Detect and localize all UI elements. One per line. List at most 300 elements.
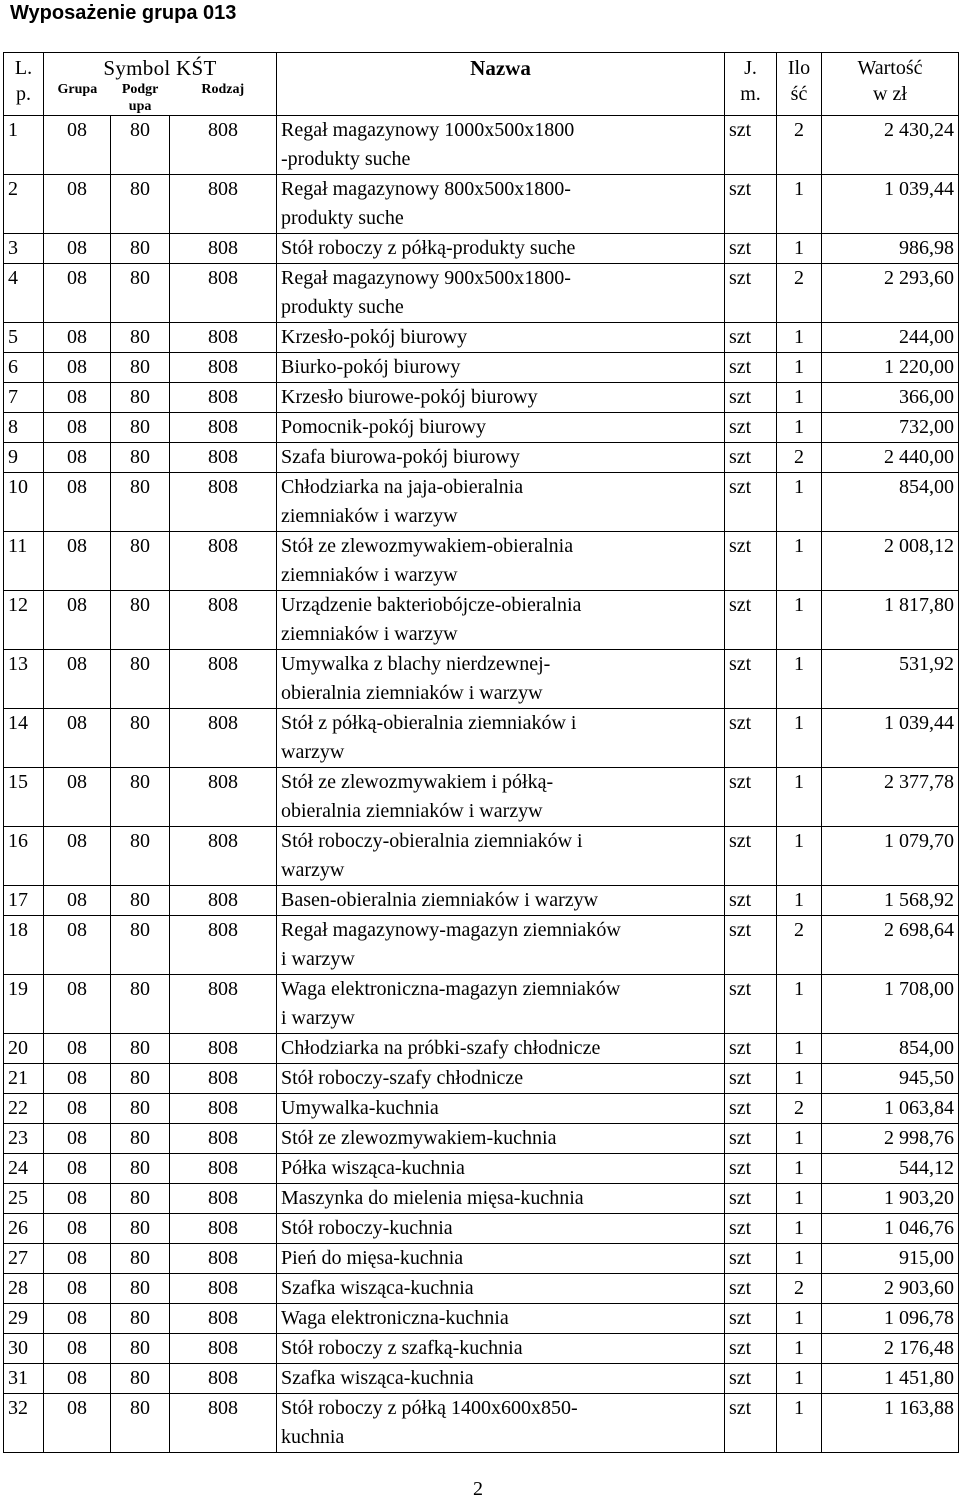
- cell-jm: szt: [725, 532, 777, 591]
- cell-jm: szt: [725, 709, 777, 768]
- cell-grupa: 08: [44, 827, 111, 886]
- cell-grupa: 08: [44, 323, 111, 353]
- table-row: [4, 116, 959, 175]
- cell-rodzaj: 808: [170, 323, 277, 353]
- cell-rodzaj: 808: [170, 1034, 277, 1064]
- cell-grupa: 08: [44, 709, 111, 768]
- nazwa-line: Urządzenie bakteriobójcze-obieralnia: [281, 594, 582, 616]
- header-ilosc-top: Ilo: [787, 57, 811, 79]
- table-row: [4, 1244, 959, 1274]
- cell-grupa: 08: [44, 1094, 111, 1124]
- nazwa-line: Waga elektroniczna-magazyn ziemniaków: [281, 978, 621, 1000]
- cell-grupa: 08: [44, 1214, 111, 1244]
- cell-nazwa: [277, 709, 725, 768]
- cell-wartosc: 1 451,80: [822, 1364, 959, 1394]
- cell-jm: szt: [725, 1184, 777, 1214]
- table-row: [4, 413, 959, 443]
- cell-ilosc: 1: [777, 1124, 822, 1154]
- cell-rodzaj: 808: [170, 532, 277, 591]
- cell-rodzaj: 808: [170, 1124, 277, 1154]
- cell-jm: szt: [725, 916, 777, 975]
- nazwa-line: Stół z półką-obieralnia ziemniaków i: [281, 712, 577, 734]
- cell-grupa: 08: [44, 768, 111, 827]
- cell-ilosc: 1: [777, 1364, 822, 1394]
- cell-wartosc: 2 998,76: [822, 1124, 959, 1154]
- cell-wartosc: 2 430,24: [822, 116, 959, 175]
- header-symbol: Symbol KŚT: [103, 56, 217, 80]
- cell-podgrupa: 80: [111, 323, 170, 353]
- cell-jm: szt: [725, 116, 777, 175]
- nazwa-line: Chłodziarka na próbki-szafy chłodnicze: [281, 1037, 601, 1059]
- cell-nazwa: [277, 1124, 725, 1154]
- cell-jm: szt: [725, 1214, 777, 1244]
- cell-jm: szt: [725, 1244, 777, 1274]
- header-symbol-group: [44, 53, 277, 116]
- cell-podgrupa: 80: [111, 1334, 170, 1364]
- cell-wartosc: 732,00: [822, 413, 959, 443]
- cell-lp: 31: [4, 1364, 44, 1394]
- table-row: [4, 1394, 959, 1453]
- cell-wartosc: 2 008,12: [822, 532, 959, 591]
- nazwa-line: obieralnia ziemniaków i warzyw: [281, 682, 543, 704]
- cell-rodzaj: 808: [170, 1154, 277, 1184]
- cell-lp: 5: [4, 323, 44, 353]
- cell-jm: szt: [725, 1334, 777, 1364]
- nazwa-line: obieralnia ziemniaków i warzyw: [281, 800, 543, 822]
- cell-nazwa: [277, 975, 725, 1034]
- header-lp: [4, 53, 44, 116]
- cell-podgrupa: 80: [111, 1184, 170, 1214]
- cell-nazwa: [277, 886, 725, 916]
- nazwa-line: Regał magazynowy 800x500x1800-: [281, 178, 571, 200]
- cell-wartosc: 986,98: [822, 234, 959, 264]
- nazwa-line: Szafka wisząca-kuchnia: [281, 1367, 474, 1389]
- cell-wartosc: 2 176,48: [822, 1334, 959, 1364]
- cell-podgrupa: 80: [111, 768, 170, 827]
- nazwa-line: ziemniaków i warzyw: [281, 623, 458, 645]
- cell-wartosc: 1 903,20: [822, 1184, 959, 1214]
- cell-grupa: 08: [44, 353, 111, 383]
- cell-lp: 9: [4, 443, 44, 473]
- nazwa-line: Stół roboczy z półką-produkty suche: [281, 237, 576, 259]
- cell-rodzaj: 808: [170, 916, 277, 975]
- cell-podgrupa: 80: [111, 1094, 170, 1124]
- table-row: [4, 234, 959, 264]
- table-row: [4, 175, 959, 234]
- cell-lp: 21: [4, 1064, 44, 1094]
- table-row: [4, 1214, 959, 1244]
- header-jm: [725, 53, 777, 116]
- table-body: [4, 116, 959, 1453]
- cell-jm: szt: [725, 1304, 777, 1334]
- header-wartosc-top: Wartość: [857, 57, 923, 79]
- header-ilosc-bottom: ść: [790, 83, 808, 105]
- cell-wartosc: 1 220,00: [822, 353, 959, 383]
- cell-ilosc: 1: [777, 413, 822, 443]
- nazwa-line: Stół ze zlewozmywakiem-obieralnia: [281, 535, 574, 557]
- cell-grupa: 08: [44, 1154, 111, 1184]
- cell-rodzaj: 808: [170, 473, 277, 532]
- nazwa-line: Stół ze zlewozmywakiem i półką-: [281, 771, 554, 793]
- cell-rodzaj: 808: [170, 116, 277, 175]
- cell-ilosc: 1: [777, 709, 822, 768]
- nazwa-line: produkty suche: [281, 296, 404, 318]
- nazwa-line: Stół roboczy-kuchnia: [281, 1217, 453, 1239]
- cell-podgrupa: 80: [111, 1214, 170, 1244]
- cell-ilosc: 1: [777, 1394, 822, 1453]
- cell-podgrupa: 80: [111, 1304, 170, 1334]
- cell-ilosc: 1: [777, 1184, 822, 1214]
- cell-podgrupa: 80: [111, 591, 170, 650]
- nazwa-line: Waga elektroniczna-kuchnia: [281, 1307, 509, 1329]
- cell-jm: szt: [725, 650, 777, 709]
- nazwa-line: Krzesło-pokój biurowy: [281, 326, 468, 348]
- table-row: [4, 473, 959, 532]
- cell-grupa: 08: [44, 413, 111, 443]
- cell-jm: szt: [725, 323, 777, 353]
- table-row: [4, 1364, 959, 1394]
- cell-wartosc: 531,92: [822, 650, 959, 709]
- header-podgrupa-top: Podgr: [121, 82, 159, 97]
- cell-nazwa: [277, 1064, 725, 1094]
- cell-rodzaj: 808: [170, 1244, 277, 1274]
- cell-lp: 13: [4, 650, 44, 709]
- cell-nazwa: [277, 1274, 725, 1304]
- cell-lp: 12: [4, 591, 44, 650]
- cell-wartosc: 854,00: [822, 1034, 959, 1064]
- cell-podgrupa: 80: [111, 1154, 170, 1184]
- cell-nazwa: [277, 1034, 725, 1064]
- cell-rodzaj: 808: [170, 827, 277, 886]
- cell-ilosc: 1: [777, 1034, 822, 1064]
- table-row: [4, 264, 959, 323]
- cell-grupa: 08: [44, 1394, 111, 1453]
- cell-wartosc: 2 903,60: [822, 1274, 959, 1304]
- cell-wartosc: 1 063,84: [822, 1094, 959, 1124]
- table-row: [4, 383, 959, 413]
- cell-podgrupa: 80: [111, 264, 170, 323]
- cell-rodzaj: 808: [170, 709, 277, 768]
- cell-jm: szt: [725, 975, 777, 1034]
- cell-podgrupa: 80: [111, 1364, 170, 1394]
- cell-jm: szt: [725, 1394, 777, 1453]
- cell-ilosc: 1: [777, 353, 822, 383]
- cell-podgrupa: 80: [111, 532, 170, 591]
- cell-jm: szt: [725, 1094, 777, 1124]
- cell-wartosc: 1 096,78: [822, 1304, 959, 1334]
- cell-lp: 4: [4, 264, 44, 323]
- cell-podgrupa: 80: [111, 413, 170, 443]
- table-row: [4, 650, 959, 709]
- header-wartosc-bottom: w zł: [873, 83, 907, 105]
- cell-lp: 1: [4, 116, 44, 175]
- table-row: [4, 1034, 959, 1064]
- cell-grupa: 08: [44, 175, 111, 234]
- cell-wartosc: 544,12: [822, 1154, 959, 1184]
- cell-lp: 24: [4, 1154, 44, 1184]
- cell-nazwa: [277, 1094, 725, 1124]
- cell-podgrupa: 80: [111, 1274, 170, 1304]
- table-row: [4, 1304, 959, 1334]
- inventory-table: [3, 52, 959, 1453]
- cell-nazwa: [277, 591, 725, 650]
- cell-ilosc: 2: [777, 264, 822, 323]
- table-row: [4, 768, 959, 827]
- cell-wartosc: 1 568,92: [822, 886, 959, 916]
- cell-nazwa: [277, 1154, 725, 1184]
- cell-jm: szt: [725, 443, 777, 473]
- nazwa-line: Umywalka-kuchnia: [281, 1097, 439, 1119]
- cell-ilosc: 1: [777, 234, 822, 264]
- nazwa-line: Chłodziarka na jaja-obieralnia: [281, 476, 524, 498]
- cell-rodzaj: 808: [170, 768, 277, 827]
- cell-wartosc: 366,00: [822, 383, 959, 413]
- cell-grupa: 08: [44, 1244, 111, 1274]
- table-row: [4, 827, 959, 886]
- cell-podgrupa: 80: [111, 886, 170, 916]
- cell-grupa: 08: [44, 916, 111, 975]
- cell-ilosc: 1: [777, 768, 822, 827]
- cell-nazwa: [277, 1214, 725, 1244]
- cell-lp: 3: [4, 234, 44, 264]
- cell-nazwa: [277, 1334, 725, 1364]
- cell-lp: 7: [4, 383, 44, 413]
- cell-jm: szt: [725, 591, 777, 650]
- cell-lp: 29: [4, 1304, 44, 1334]
- cell-rodzaj: 808: [170, 443, 277, 473]
- nazwa-line: Biurko-pokój biurowy: [281, 356, 461, 378]
- cell-rodzaj: 808: [170, 1214, 277, 1244]
- cell-ilosc: 2: [777, 916, 822, 975]
- cell-grupa: 08: [44, 234, 111, 264]
- cell-grupa: 08: [44, 473, 111, 532]
- cell-lp: 18: [4, 916, 44, 975]
- nazwa-line: Umywalka z blachy nierdzewnej-: [281, 653, 551, 675]
- cell-nazwa: [277, 1184, 725, 1214]
- header-lp-top: L.: [14, 57, 33, 79]
- cell-rodzaj: 808: [170, 1394, 277, 1453]
- cell-rodzaj: 808: [170, 650, 277, 709]
- nazwa-line: Regał magazynowy 900x500x1800-: [281, 267, 571, 289]
- cell-lp: 6: [4, 353, 44, 383]
- cell-grupa: 08: [44, 1184, 111, 1214]
- cell-podgrupa: 80: [111, 473, 170, 532]
- cell-podgrupa: 80: [111, 709, 170, 768]
- cell-nazwa: [277, 175, 725, 234]
- cell-wartosc: 854,00: [822, 473, 959, 532]
- table-row: [4, 1334, 959, 1364]
- cell-podgrupa: 80: [111, 1124, 170, 1154]
- cell-grupa: 08: [44, 264, 111, 323]
- table-header: [4, 53, 959, 116]
- cell-wartosc: 945,50: [822, 1064, 959, 1094]
- cell-lp: 17: [4, 886, 44, 916]
- cell-jm: szt: [725, 1364, 777, 1394]
- cell-jm: szt: [725, 827, 777, 886]
- cell-grupa: 08: [44, 383, 111, 413]
- cell-ilosc: 1: [777, 1154, 822, 1184]
- table-row: [4, 443, 959, 473]
- table-row: [4, 975, 959, 1034]
- cell-grupa: 08: [44, 1334, 111, 1364]
- cell-podgrupa: 80: [111, 650, 170, 709]
- cell-rodzaj: 808: [170, 1304, 277, 1334]
- cell-ilosc: 1: [777, 650, 822, 709]
- cell-ilosc: 1: [777, 175, 822, 234]
- cell-wartosc: 1 046,76: [822, 1214, 959, 1244]
- cell-nazwa: [277, 473, 725, 532]
- cell-nazwa: [277, 323, 725, 353]
- cell-nazwa: [277, 650, 725, 709]
- cell-rodzaj: 808: [170, 1094, 277, 1124]
- nazwa-line: Szafa biurowa-pokój biurowy: [281, 446, 520, 468]
- cell-grupa: 08: [44, 886, 111, 916]
- cell-rodzaj: 808: [170, 264, 277, 323]
- cell-ilosc: 1: [777, 532, 822, 591]
- cell-rodzaj: 808: [170, 1274, 277, 1304]
- table-row: [4, 1274, 959, 1304]
- cell-ilosc: 1: [777, 1334, 822, 1364]
- cell-wartosc: 1 079,70: [822, 827, 959, 886]
- cell-lp: 27: [4, 1244, 44, 1274]
- header-rodzaj: Rodzaj: [201, 82, 245, 97]
- cell-grupa: 08: [44, 650, 111, 709]
- cell-grupa: 08: [44, 1124, 111, 1154]
- cell-lp: 14: [4, 709, 44, 768]
- cell-podgrupa: 80: [111, 1244, 170, 1274]
- nazwa-line: ziemniaków i warzyw: [281, 564, 458, 586]
- cell-rodzaj: 808: [170, 175, 277, 234]
- cell-ilosc: 2: [777, 1094, 822, 1124]
- cell-lp: 25: [4, 1184, 44, 1214]
- cell-jm: szt: [725, 768, 777, 827]
- cell-ilosc: 2: [777, 116, 822, 175]
- cell-jm: szt: [725, 353, 777, 383]
- cell-wartosc: 2 293,60: [822, 264, 959, 323]
- nazwa-line: -produkty suche: [281, 148, 411, 170]
- cell-podgrupa: 80: [111, 916, 170, 975]
- nazwa-line: i warzyw: [281, 1007, 355, 1029]
- cell-nazwa: [277, 383, 725, 413]
- cell-ilosc: 1: [777, 591, 822, 650]
- cell-jm: szt: [725, 1034, 777, 1064]
- nazwa-line: Stół ze zlewozmywakiem-kuchnia: [281, 1127, 557, 1149]
- cell-podgrupa: 80: [111, 1394, 170, 1453]
- cell-lp: 10: [4, 473, 44, 532]
- cell-grupa: 08: [44, 532, 111, 591]
- table-row: [4, 591, 959, 650]
- cell-grupa: 08: [44, 443, 111, 473]
- cell-nazwa: [277, 443, 725, 473]
- nazwa-line: Pomocnik-pokój biurowy: [281, 416, 486, 438]
- cell-podgrupa: 80: [111, 234, 170, 264]
- cell-lp: 32: [4, 1394, 44, 1453]
- cell-rodzaj: 808: [170, 1334, 277, 1364]
- cell-jm: szt: [725, 234, 777, 264]
- nazwa-line: warzyw: [281, 741, 345, 763]
- cell-ilosc: 2: [777, 1274, 822, 1304]
- cell-rodzaj: 808: [170, 591, 277, 650]
- cell-ilosc: 1: [777, 383, 822, 413]
- nazwa-line: Basen-obieralnia ziemniaków i warzyw: [281, 889, 599, 911]
- cell-jm: szt: [725, 175, 777, 234]
- cell-ilosc: 1: [777, 1214, 822, 1244]
- table-row: [4, 1064, 959, 1094]
- cell-podgrupa: 80: [111, 827, 170, 886]
- cell-wartosc: 1 039,44: [822, 709, 959, 768]
- cell-nazwa: [277, 1394, 725, 1453]
- cell-rodzaj: 808: [170, 886, 277, 916]
- cell-nazwa: [277, 264, 725, 323]
- header-podgrupa: [111, 81, 170, 115]
- cell-jm: szt: [725, 473, 777, 532]
- cell-jm: szt: [725, 383, 777, 413]
- cell-wartosc: 915,00: [822, 1244, 959, 1274]
- table-row: [4, 709, 959, 768]
- cell-ilosc: 2: [777, 443, 822, 473]
- header-wartosc: [822, 53, 959, 116]
- cell-wartosc: 2 440,00: [822, 443, 959, 473]
- cell-nazwa: [277, 413, 725, 443]
- cell-nazwa: [277, 1304, 725, 1334]
- table-row: [4, 353, 959, 383]
- header-lp-bottom: p.: [16, 83, 31, 105]
- cell-lp: 11: [4, 532, 44, 591]
- header-jm-bottom: m.: [740, 83, 761, 105]
- cell-lp: 8: [4, 413, 44, 443]
- cell-lp: 30: [4, 1334, 44, 1364]
- cell-wartosc: 2 698,64: [822, 916, 959, 975]
- cell-podgrupa: 80: [111, 116, 170, 175]
- cell-nazwa: [277, 532, 725, 591]
- nazwa-line: Maszynka do mielenia mięsa-kuchnia: [281, 1187, 584, 1209]
- cell-ilosc: 1: [777, 1064, 822, 1094]
- cell-jm: szt: [725, 1124, 777, 1154]
- cell-rodzaj: 808: [170, 383, 277, 413]
- table-row: [4, 532, 959, 591]
- nazwa-line: i warzyw: [281, 948, 355, 970]
- cell-nazwa: [277, 1364, 725, 1394]
- cell-ilosc: 1: [777, 886, 822, 916]
- table-row: [4, 916, 959, 975]
- cell-lp: 20: [4, 1034, 44, 1064]
- cell-grupa: 08: [44, 591, 111, 650]
- nazwa-line: Półka wisząca-kuchnia: [281, 1157, 465, 1179]
- nazwa-line: kuchnia: [281, 1426, 345, 1448]
- nazwa-line: Regał magazynowy 1000x500x1800: [281, 119, 575, 141]
- nazwa-line: Stół roboczy z szafką-kuchnia: [281, 1337, 523, 1359]
- cell-lp: 23: [4, 1124, 44, 1154]
- header-nazwa: Nazwa: [277, 53, 725, 116]
- cell-grupa: 08: [44, 975, 111, 1034]
- cell-podgrupa: 80: [111, 1034, 170, 1064]
- cell-nazwa: [277, 916, 725, 975]
- cell-grupa: 08: [44, 1064, 111, 1094]
- nazwa-line: Krzesło biurowe-pokój biurowy: [281, 386, 538, 408]
- cell-jm: szt: [725, 413, 777, 443]
- cell-ilosc: 1: [777, 323, 822, 353]
- table-row: [4, 1184, 959, 1214]
- nazwa-line: warzyw: [281, 859, 345, 881]
- cell-podgrupa: 80: [111, 383, 170, 413]
- cell-podgrupa: 80: [111, 353, 170, 383]
- nazwa-line: Szafka wisząca-kuchnia: [281, 1277, 474, 1299]
- cell-jm: szt: [725, 1274, 777, 1304]
- document-title: Wyposażenie grupa 013: [10, 2, 237, 24]
- cell-nazwa: [277, 827, 725, 886]
- cell-jm: szt: [725, 886, 777, 916]
- table-row: [4, 1094, 959, 1124]
